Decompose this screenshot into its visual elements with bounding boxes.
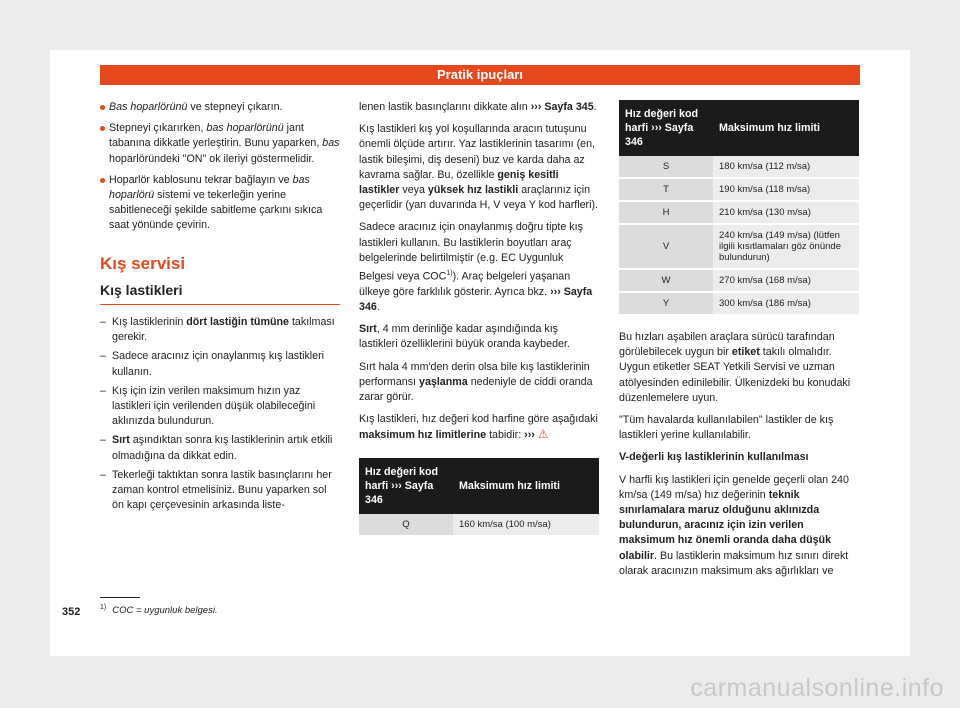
bullet-item: Hoparlör kablosunu tekrar bağlayın ve bas hoparlörü sistemi ve tekerleğin yerine sabitleneceği şekilde sabitleme çarkını sıkıca saat yönünde çevirin. bbox=[100, 173, 340, 234]
table-cell: 240 km/sa (149 m/sa) (lütfen ilgili kısıtlamaları göz önünde bulundurun) bbox=[713, 224, 859, 269]
table-row bbox=[359, 514, 599, 536]
table-cell: 190 km/sa (118 m/sa) bbox=[713, 178, 859, 201]
table-row bbox=[619, 269, 859, 292]
dash-item: – Sırt aşındıktan sonra kış lastiklerinin artık etkili olmadığına da dikkat edin. bbox=[100, 433, 340, 463]
paragraph: Sadece aracınız için onaylanmış doğru tipte kış lastikleri kullanın. Bu lastiklerin boyutları araç belgelerinde belirtilmiştir (e.g. EC Uygunluk Belgesi veya COC$^{1)}$). Araç belgeleri yaşanan ülkeye göre farklılık gösterir. Ayrıca bkz. ››› Sayfa 346. bbox=[359, 221, 593, 313]
paragraph: V harfli kış lastikleri için genelde geçerli olan 240 km/sa (149 m/sa) hız değerinin teknik sınırlamalara maruz olduğunu aklınızda bulundurun, aracınız için izin verilen maksimum hız önemli oranda daha düşük olabilir. Bu lastiklerin maksimum hız sınırı direkt olarak aracınızın maksimum aks ağırlıkları ve bbox=[619, 473, 849, 577]
dash-item: – Tekerleği taktıktan sonra lastik basınçlarını her zaman kontrol etmelisiniz. Bunu yaparken sol ön kapı çerçevesinin arkasında liste- bbox=[100, 468, 340, 514]
subsection-title: Kış lastikleri bbox=[100, 283, 340, 305]
column-middle bbox=[359, 100, 599, 537]
table-cell: Y bbox=[619, 292, 713, 315]
speed-table-q bbox=[359, 458, 599, 537]
table-cell: S bbox=[619, 156, 713, 178]
warning-icon: ⚠ bbox=[537, 427, 549, 442]
dash-item: – Kış lastiklerinin dört lastiğin tümüne takılması gerekir. bbox=[100, 315, 340, 345]
table-header-cell: Maksimum hız limiti bbox=[453, 458, 599, 514]
section-title: Kış servisi bbox=[100, 253, 186, 273]
table-cell: Q bbox=[359, 514, 453, 536]
page-link[interactable]: ››› Sayfa 345 bbox=[530, 101, 594, 113]
table-cell: 180 km/sa (112 m/sa) bbox=[713, 156, 859, 178]
watermark: carmanualsonline.info bbox=[690, 674, 944, 702]
table-cell: V bbox=[619, 224, 713, 269]
table-row bbox=[619, 224, 859, 269]
footnote-divider bbox=[100, 597, 140, 598]
page-number: 352 bbox=[62, 606, 81, 618]
column-left bbox=[100, 100, 340, 517]
speed-table bbox=[619, 100, 859, 316]
paragraph: Bu hızları aşabilen araçlara sürücü tarafından görülebilecek uygun bir etiket takılı olmalıdır. Uygun etiketler SEAT Yetkili Servisi ve uzman atölyesinden edinilebilir. Ülkenizdeki bu konudaki düzenlemelere uyun. bbox=[619, 331, 851, 404]
table-cell: 210 km/sa (130 m/sa) bbox=[713, 201, 859, 224]
paragraph-heading: V-değerli kış lastiklerinin kullanılması bbox=[619, 451, 809, 464]
table-row bbox=[619, 156, 859, 178]
warning-link[interactable]: ››› bbox=[524, 429, 535, 442]
bullet-item: Bas hoparlörünü ve stepneyi çıkarın. bbox=[100, 100, 340, 115]
table-header-row bbox=[619, 100, 859, 156]
paragraph: lenen lastik basınçlarını dikkate alın ››› Sayfa 345. bbox=[359, 101, 597, 113]
table-cell: 270 km/sa (168 m/sa) bbox=[713, 269, 859, 292]
table-cell: W bbox=[619, 269, 713, 292]
table-header-cell: Maksimum hız limiti bbox=[713, 100, 859, 156]
paragraph: Sırt hala 4 mm'den derin olsa bile kış lastiklerinin performansı yaşlanma nedeniyle de ciddi oranda zarar görür. bbox=[359, 360, 593, 404]
dash-item: – Kış için izin verilen maksimum hızın yaz lastikleri için verilenden düşük olabileceğini aklınızda bulundurun. bbox=[100, 384, 340, 430]
table-row bbox=[619, 292, 859, 315]
table-row bbox=[619, 178, 859, 201]
page-link[interactable]: ››› Sayfa 346 bbox=[359, 285, 593, 313]
column-right bbox=[619, 100, 859, 586]
dash-item: – Sadece aracınız için onaylanmış kış lastikleri kullanın. bbox=[100, 349, 340, 379]
bullet-item: Stepneyi çıkarırken, bas hoparlörünü jant tabanına dikkatle yerleştirin. Bunu yaparken, bas hoparlöründeki "ON" ok ileriyi göstermelidir. bbox=[100, 121, 340, 167]
table-header-row bbox=[359, 458, 599, 514]
table-row bbox=[619, 201, 859, 224]
table-header-cell: Hız değeri kod harfi ››› Sayfa 346 bbox=[619, 100, 713, 156]
paragraph: Kış lastikleri, hız değeri kod harfine göre aşağıdaki maksimum hız limitlerine tabidir: ››› ⚠ bbox=[359, 413, 598, 442]
table-cell: T bbox=[619, 178, 713, 201]
paragraph: "Tüm havalarda kullanılabilen" lastikler de kış lastikleri yerine kullanılabilir. bbox=[619, 414, 834, 442]
page-header: Pratik ipuçları bbox=[100, 65, 860, 85]
table-cell: H bbox=[619, 201, 713, 224]
paragraph: Sırt, 4 mm derinliğe kadar aşındığında kış lastikleri özelliklerini büyük oranda kaybeder. bbox=[359, 323, 570, 351]
table-header-cell: Hız değeri kod harfi ››› Sayfa 346 bbox=[359, 458, 453, 514]
footnote: $^{1)}$ COC = uygunluk belgesi. bbox=[100, 604, 218, 617]
table-cell: 300 km/sa (186 m/sa) bbox=[713, 292, 859, 315]
paragraph: Kış lastikleri kış yol koşullarında aracın tutuşunu önemli ölçüde artırır. Yaz lastiklerinin tasarımı (en, lastik bileşimi, diş deseni) buz ve karda daha az kavrama sağlar. Bu, özellikle geniş kesitli lastikler veya yüksek hız lastikli araçlarınız için geçerlidir (yan duvarında H, V veya Y kod harfleri). bbox=[359, 123, 599, 212]
table-cell: 160 km/sa (100 m/sa) bbox=[453, 514, 599, 536]
